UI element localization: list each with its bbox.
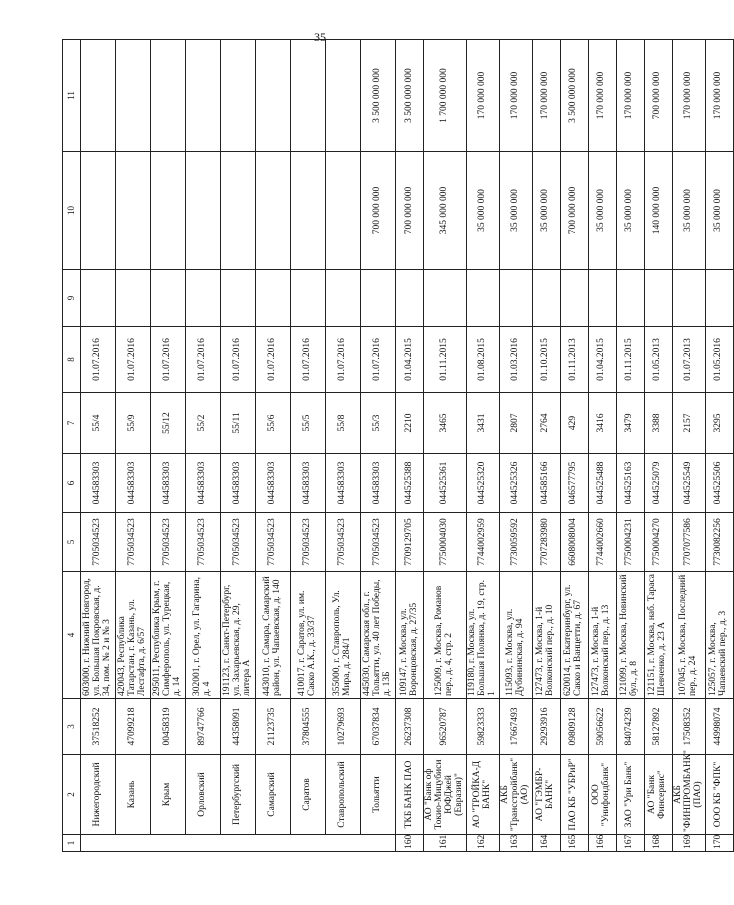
inn-cell: 7705034523 — [221, 513, 256, 572]
col9-cell — [326, 270, 361, 327]
code-cell: 84074239 — [616, 699, 644, 755]
row-number-cell: 170 — [705, 835, 733, 852]
bik-cell: 044525163 — [616, 454, 644, 513]
inn-cell: 7705034523 — [361, 513, 396, 572]
col10-cell: 700 000 000 — [396, 152, 424, 270]
code-cell: 58127892 — [644, 699, 672, 755]
address-cell: 125057, г. Москва, Чапаевский пер., д. 3 — [705, 572, 733, 699]
bik-cell: 044525326 — [499, 454, 532, 513]
address-cell: 115093, г. Москва, ул. Дубининская, д. 94 — [499, 572, 532, 699]
code-cell: 89747766 — [186, 699, 221, 755]
code-cell: 96520787 — [424, 699, 467, 755]
code-cell: 47099218 — [116, 699, 151, 755]
row-number-cell: 167 — [616, 835, 644, 852]
date-cell: 01.07.2016 — [256, 327, 291, 393]
col10-cell: 35 000 000 — [705, 152, 733, 270]
row-number-cell: 164 — [532, 835, 560, 852]
code-cell: 09809128 — [560, 699, 588, 755]
inn-cell: 7705034523 — [256, 513, 291, 572]
col9-cell — [256, 270, 291, 327]
inn-cell: 7730059592 — [499, 513, 532, 572]
reg-number-cell: 3465 — [424, 393, 467, 454]
col9-cell — [672, 270, 705, 327]
table-row — [396, 40, 424, 852]
col9-cell — [616, 270, 644, 327]
address-cell: 620014, г. Екатеринбург, ул. Сакко и Ванцетти, д. 67 — [560, 572, 588, 699]
bik-cell: 044583303 — [116, 454, 151, 513]
table-row — [672, 40, 705, 852]
table-row — [221, 40, 256, 852]
col11-cell: 170 000 000 — [616, 40, 644, 152]
address-cell: 121151, г. Москва, наб. Тараса Шевченко, д. 23 А — [644, 572, 672, 699]
col11-cell: 3 500 000 000 — [396, 40, 424, 152]
date-cell: 01.05.2013 — [644, 327, 672, 393]
date-cell: 01.11.2015 — [616, 327, 644, 393]
bik-cell: 044583303 — [361, 454, 396, 513]
inn-cell: 7744002660 — [588, 513, 616, 572]
col10-cell: 35 000 000 — [672, 152, 705, 270]
col10-cell: 35 000 000 — [499, 152, 532, 270]
col9-cell — [644, 270, 672, 327]
code-cell: 59056622 — [588, 699, 616, 755]
table-row — [361, 40, 396, 852]
bik-cell: 044583303 — [256, 454, 291, 513]
bik-cell: 044525361 — [424, 454, 467, 513]
col9-cell — [532, 270, 560, 327]
inn-cell: 7705034523 — [81, 513, 116, 572]
col11-cell — [291, 40, 326, 152]
address-cell: 127473, г. Москва, 1-й Волконский пер., д. 10 — [532, 572, 560, 699]
reg-number-cell: 2210 — [396, 393, 424, 454]
address-cell: 127473, г. Москва, 1-й Волконский пер., д. 13 — [588, 572, 616, 699]
col10-cell — [116, 152, 151, 270]
bik-cell: 044525320 — [466, 454, 499, 513]
header-cell: 1 — [63, 835, 81, 852]
col10-cell: 700 000 000 — [361, 152, 396, 270]
date-cell: 01.07.2016 — [291, 327, 326, 393]
col9-cell — [588, 270, 616, 327]
col10-cell: 700 000 000 — [560, 152, 588, 270]
date-cell: 01.07.2013 — [672, 327, 705, 393]
date-cell: 01.07.2016 — [186, 327, 221, 393]
row-number-cell: 169 — [672, 835, 705, 852]
col9-cell — [705, 270, 733, 327]
inn-cell: 7750004030 — [424, 513, 467, 572]
table-row — [499, 40, 532, 852]
date-cell: 01.08.2015 — [466, 327, 499, 393]
bank-name-cell: АО "Банк оф Токио-Мицубиси ЮФДжей (Евразия)" — [424, 755, 467, 835]
bik-cell: 044583303 — [81, 454, 116, 513]
col11-cell: 170 000 000 — [532, 40, 560, 152]
reg-number-cell: 55/6 — [256, 393, 291, 454]
bik-cell: 044525079 — [644, 454, 672, 513]
inn-cell: 7705034523 — [186, 513, 221, 572]
table-row — [616, 40, 644, 852]
row-number-cell: 165 — [560, 835, 588, 852]
code-cell: 00458319 — [151, 699, 186, 755]
header-cell: 10 — [63, 152, 81, 270]
bank-name-cell: АКБ "Трансстройбанк" (АО) — [499, 755, 532, 835]
col11-cell: 1 700 000 000 — [424, 40, 467, 152]
bank-name-cell: ООО КБ "ФПК" — [705, 755, 733, 835]
address-cell: 443010, г. Самара, Самарский район, ул. Чапаевская, д. 140 — [256, 572, 291, 699]
page-number: 35 — [314, 30, 326, 44]
col11-cell: 170 000 000 — [672, 40, 705, 152]
code-cell: 17508352 — [672, 699, 705, 755]
col10-cell — [221, 152, 256, 270]
reg-number-cell: 55/2 — [186, 393, 221, 454]
table-row — [291, 40, 326, 852]
table-row — [588, 40, 616, 852]
row-number-cell: 162 — [466, 835, 499, 852]
bik-cell: 044583303 — [151, 454, 186, 513]
branch-name-cell: Крым — [151, 755, 186, 835]
bank-name-cell: ООО "Унифондбанк" — [588, 755, 616, 835]
col11-cell — [326, 40, 361, 152]
col10-cell: 345 000 000 — [424, 152, 467, 270]
header-cell: 2 — [63, 755, 81, 835]
date-cell: 01.04.2015 — [396, 327, 424, 393]
col10-cell: 35 000 000 — [532, 152, 560, 270]
reg-number-cell: 429 — [560, 393, 588, 454]
col10-cell — [151, 152, 186, 270]
date-cell: 01.07.2016 — [81, 327, 116, 393]
reg-number-cell: 3479 — [616, 393, 644, 454]
col11-cell: 3 500 000 000 — [361, 40, 396, 152]
col10-cell: 35 000 000 — [466, 152, 499, 270]
col10-cell — [291, 152, 326, 270]
header-cell: 11 — [63, 40, 81, 152]
address-cell: 603000, г. Нижний Новгород, ул. Большая Покровская, д. 34, пом. № 2 и № 3 — [81, 572, 116, 699]
header-row — [63, 40, 81, 852]
bank-name-cell: АКБ "ФИНПРОМБАНК" (ПАО) — [672, 755, 705, 835]
bik-cell: 044525488 — [588, 454, 616, 513]
col11-cell: 170 000 000 — [588, 40, 616, 152]
table-row — [256, 40, 291, 852]
col10-cell — [81, 152, 116, 270]
table-row — [705, 40, 733, 852]
col10-cell — [256, 152, 291, 270]
address-cell: 445030, Самарская обл., г. Тольятти, ул. 40 лет Победы, д. 13Б — [361, 572, 396, 699]
col10-cell: 35 000 000 — [588, 152, 616, 270]
row-number-cell: 160 — [396, 835, 424, 852]
header-cell: 6 — [63, 454, 81, 513]
col9-cell — [116, 270, 151, 327]
bik-cell: 044583303 — [186, 454, 221, 513]
reg-number-cell: 55/9 — [116, 393, 151, 454]
code-cell: 26237308 — [396, 699, 424, 755]
branch-name-cell: Самарский — [256, 755, 291, 835]
reg-number-cell: 2764 — [532, 393, 560, 454]
table-row — [326, 40, 361, 852]
col10-cell: 140 000 000 — [644, 152, 672, 270]
header-cell: 7 — [63, 393, 81, 454]
code-cell: 44358091 — [221, 699, 256, 755]
bank-name-cell: АО "ТРОЙКА-Д БАНК" — [466, 755, 499, 835]
reg-number-cell: 3416 — [588, 393, 616, 454]
col11-cell: 700 000 000 — [644, 40, 672, 152]
table-row — [532, 40, 560, 852]
address-cell: 410017, г. Саратов, ул. им. Сакко А.К., д. 33/37 — [291, 572, 326, 699]
inn-cell: 7705034523 — [151, 513, 186, 572]
inn-cell: 7750004231 — [616, 513, 644, 572]
col9-cell — [221, 270, 256, 327]
date-cell: 01.07.2016 — [326, 327, 361, 393]
branch-name-cell: Тольятти — [361, 755, 396, 835]
col9-cell — [151, 270, 186, 327]
address-cell: 107045, г. Москва, Последний пер., д. 24 — [672, 572, 705, 699]
bik-cell: 044525506 — [705, 454, 733, 513]
branch-name-cell: Казань — [116, 755, 151, 835]
table-row — [151, 40, 186, 852]
col9-cell — [361, 270, 396, 327]
inn-cell: 7730082256 — [705, 513, 733, 572]
col11-cell — [256, 40, 291, 152]
table-row — [186, 40, 221, 852]
code-cell: 44998074 — [705, 699, 733, 755]
address-cell: 355000, г. Ставрополь, Ул. Мира, д. 284/1 — [326, 572, 361, 699]
bik-cell: 046577795 — [560, 454, 588, 513]
code-cell: 17667493 — [499, 699, 532, 755]
table-row — [466, 40, 499, 852]
col11-cell: 170 000 000 — [466, 40, 499, 152]
col10-cell — [326, 152, 361, 270]
date-cell: 01.11.2013 — [560, 327, 588, 393]
col9-cell — [424, 270, 467, 327]
header-cell: 3 — [63, 699, 81, 755]
col10-cell: 35 000 000 — [616, 152, 644, 270]
col9-cell — [186, 270, 221, 327]
col11-cell — [116, 40, 151, 152]
code-cell: 21123735 — [256, 699, 291, 755]
inn-cell: 7705034523 — [291, 513, 326, 572]
date-cell: 01.04.2015 — [588, 327, 616, 393]
reg-number-cell: 2807 — [499, 393, 532, 454]
row-number-cell: 161 — [424, 835, 467, 852]
col9-cell — [560, 270, 588, 327]
col11-cell: 170 000 000 — [499, 40, 532, 152]
date-cell: 01.03.2016 — [499, 327, 532, 393]
bank-name-cell: ПАО КБ "УБРиР" — [560, 755, 588, 835]
reg-number-cell: 55/11 — [221, 393, 256, 454]
col11-cell — [81, 40, 116, 152]
table-row — [560, 40, 588, 852]
header-cell: 4 — [63, 572, 81, 699]
row-number-cell: 166 — [588, 835, 616, 852]
col9-cell — [499, 270, 532, 327]
row-number-cell: 168 — [644, 835, 672, 852]
bank-name-cell: ТКБ БАНК ПАО — [396, 755, 424, 835]
date-cell: 01.07.2016 — [116, 327, 151, 393]
reg-number-cell: 3388 — [644, 393, 672, 454]
address-cell: 125009, г. Москва, Романов пер., д. 4, стр. 2 — [424, 572, 467, 699]
branch-name-cell: Орловский — [186, 755, 221, 835]
col9-cell — [291, 270, 326, 327]
reg-number-cell: 3431 — [466, 393, 499, 454]
col11-cell: 3 500 000 000 — [560, 40, 588, 152]
address-cell: 119180, г. Москва, ул. Большая Полянка, д. 19, стр. 1 — [466, 572, 499, 699]
inn-cell: 7705034523 — [326, 513, 361, 572]
code-cell: 67037834 — [361, 699, 396, 755]
reg-number-cell: 55/8 — [326, 393, 361, 454]
inn-cell: 7709129705 — [396, 513, 424, 572]
inn-cell: 6608008004 — [560, 513, 588, 572]
date-cell: 01.10.2015 — [532, 327, 560, 393]
date-cell: 01.07.2016 — [151, 327, 186, 393]
inn-cell: 7707077586 — [672, 513, 705, 572]
bik-cell: 044525388 — [396, 454, 424, 513]
date-cell: 01.07.2016 — [221, 327, 256, 393]
col9-cell — [81, 270, 116, 327]
reg-number-cell: 55/12 — [151, 393, 186, 454]
table-row — [644, 40, 672, 852]
bik-cell: 044525549 — [672, 454, 705, 513]
bik-cell: 044585166 — [532, 454, 560, 513]
reg-number-cell: 55/3 — [361, 393, 396, 454]
col9-cell — [396, 270, 424, 327]
code-cell: 37804555 — [291, 699, 326, 755]
date-cell: 01.11.2015 — [424, 327, 467, 393]
branch-name-cell: Петербургский — [221, 755, 256, 835]
empty-cell — [81, 835, 396, 852]
bik-cell: 044583303 — [326, 454, 361, 513]
reg-number-cell: 3295 — [705, 393, 733, 454]
header-cell: 8 — [63, 327, 81, 393]
rotated-table-container — [62, 40, 729, 852]
table-row — [81, 40, 116, 852]
bank-name-cell: ЗАО "Ури Банк" — [616, 755, 644, 835]
address-cell: 191123, г. Санкт-Петербург, ул. Захарьевская, д. 29, литера А — [221, 572, 256, 699]
address-cell: 420043, Республика Татарстан, г. Казань, ул. Лесгафта, д. 6/57 — [116, 572, 151, 699]
col11-cell — [221, 40, 256, 152]
address-cell: 121099, г. Москва, Новинский бул., д. 8 — [616, 572, 644, 699]
col11-cell — [151, 40, 186, 152]
header-cell: 5 — [63, 513, 81, 572]
table-row — [116, 40, 151, 852]
code-cell: 29293916 — [532, 699, 560, 755]
bank-name-cell: АО "ГЭМБР-БАНК" — [532, 755, 560, 835]
code-cell: 10279693 — [326, 699, 361, 755]
code-cell: 37518252 — [81, 699, 116, 755]
col9-cell — [466, 270, 499, 327]
data-table — [62, 39, 734, 852]
row-number-cell: 163 — [499, 835, 532, 852]
bik-cell: 044583303 — [221, 454, 256, 513]
reg-number-cell: 55/5 — [291, 393, 326, 454]
inn-cell: 7707283980 — [532, 513, 560, 572]
reg-number-cell: 2157 — [672, 393, 705, 454]
inn-cell: 7705034523 — [116, 513, 151, 572]
reg-number-cell: 55/4 — [81, 393, 116, 454]
table-row — [424, 40, 467, 852]
bik-cell: 044583303 — [291, 454, 326, 513]
inn-cell: 7750004270 — [644, 513, 672, 572]
col10-cell — [186, 152, 221, 270]
address-cell: 302001, г. Орел, ул. Гагарина, д. 4 — [186, 572, 221, 699]
col11-cell: 170 000 000 — [705, 40, 733, 152]
col11-cell — [186, 40, 221, 152]
bank-name-cell: АО "Банк Финсервис" — [644, 755, 672, 835]
address-cell: 109147, г. Москва, ул. Воронцовская, д. 27/35 — [396, 572, 424, 699]
branch-name-cell: Нижегородский — [81, 755, 116, 835]
inn-cell: 7744002959 — [466, 513, 499, 572]
address-cell: 295011, Республика Крым, г. Симферополь, ул. Турецкая, д. 14 — [151, 572, 186, 699]
branch-name-cell: Саратов — [291, 755, 326, 835]
header-cell: 9 — [63, 270, 81, 327]
date-cell: 01.07.2016 — [361, 327, 396, 393]
branch-name-cell: Ставропольский — [326, 755, 361, 835]
date-cell: 01.05.2016 — [705, 327, 733, 393]
code-cell: 59823333 — [466, 699, 499, 755]
